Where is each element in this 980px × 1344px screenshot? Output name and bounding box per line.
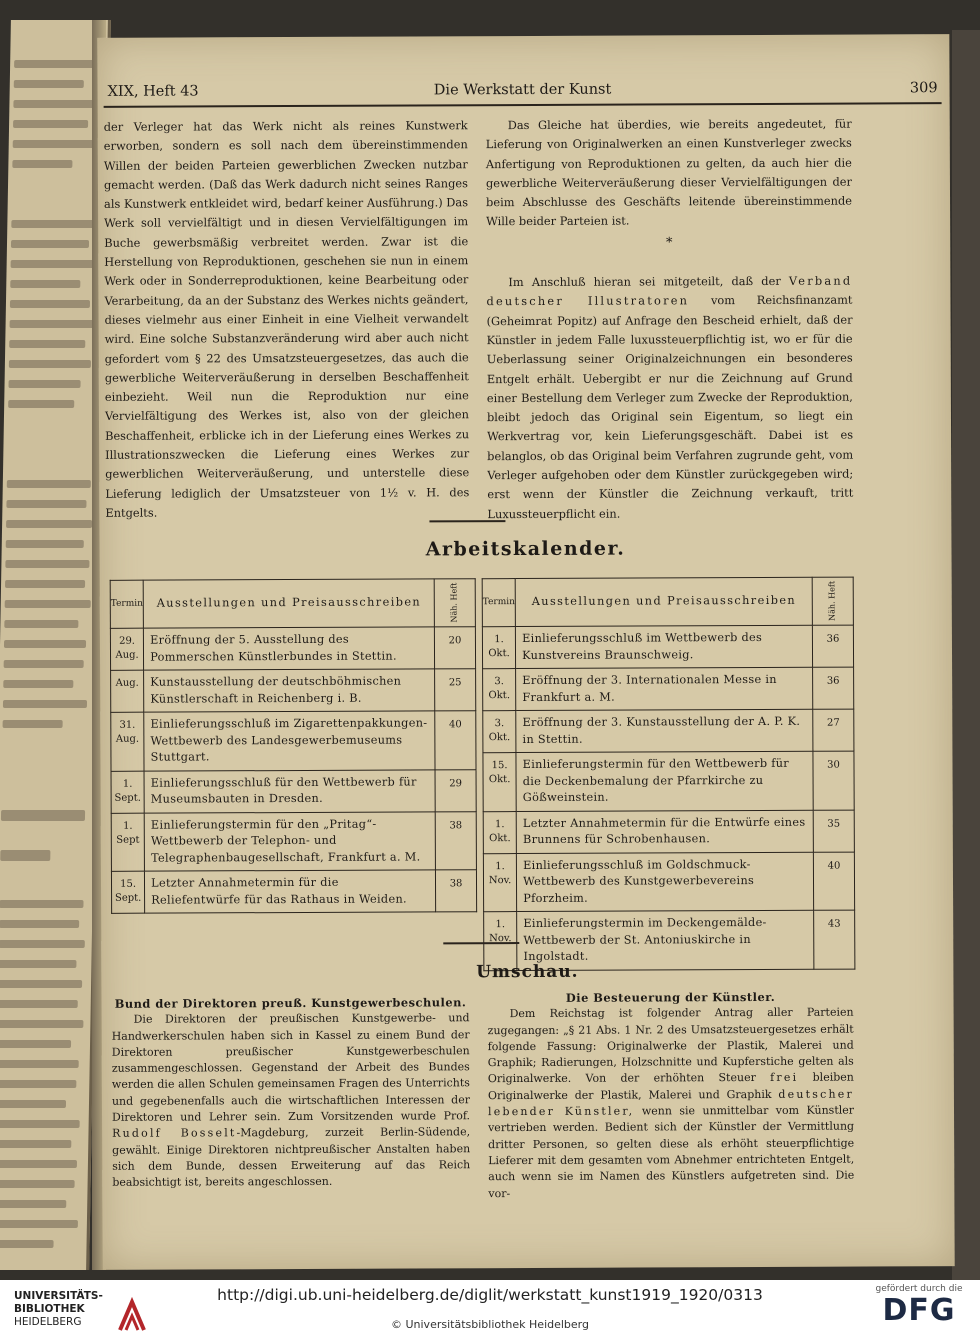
event-description: Einlieferungsschluß im Goldschmuck-Wettbewerb des Kunstgewerbevereins Pforzheim. bbox=[517, 852, 814, 912]
termin-date: 3. Okt. bbox=[483, 711, 516, 753]
termin-date: 3. Okt. bbox=[483, 669, 516, 711]
kalender-row bbox=[483, 810, 854, 854]
heft-number: 30 bbox=[813, 751, 854, 810]
heft-number: 38 bbox=[436, 870, 477, 912]
heft-number: 38 bbox=[435, 811, 476, 870]
divider-rule bbox=[443, 942, 519, 944]
right-column bbox=[486, 115, 854, 525]
copyright-notice: © Universitätsbibliothek Heidelberg bbox=[390, 1318, 589, 1331]
event-description: Eröffnung der 3. Kunstausstellung der A. P. K. in Stettin. bbox=[516, 709, 813, 752]
event-description: Einlieferungstermin für den Wettbewerb für die Deckenbemalung der Pfarrkirche zu Gößweinstein. bbox=[516, 751, 813, 811]
page-number: 309 bbox=[909, 80, 938, 97]
termin-date: 15. Okt. bbox=[483, 753, 516, 812]
umschau-left-column bbox=[111, 994, 470, 1191]
heft-number: 27 bbox=[813, 709, 854, 751]
kalender-row bbox=[111, 711, 476, 771]
kalender-row bbox=[111, 870, 476, 914]
divider-rule bbox=[429, 520, 505, 522]
termin-date: 1. Nov. bbox=[483, 853, 516, 912]
right-paragraph-2: Im Anschluß hieran sei mitgeteilt, daß der Verband deutscher Illustratoren vom Reichsfinanzamt (Geheimrat Popitz) auf Anfrage den Bescheid erhielt, daß der Künstler in jedem Falle luxussteuerpflichtig ist, wo er für die Ueberlassung seiner Originalzeichnungen ein besonderes Entgelt erhält. Uebergibt er nur die Zeichnung auf Grund einer Bestellung dem Verleger zum Zwecke der Reproduktion, bleibt jedoch das Original sein Eigentum, so liegt ein Werkvertrag vor, kein Lieferungsgeschäft. Dabei ist es belanglos, ob das Original beim Verfahren zugrunde geht, vom Verleger aufgehoben oder dem Künstler zurückgegeben wird; erst wenn der Künstler die Zeichnung verkauft, tritt Luxussteuerpflicht ein. bbox=[486, 273, 854, 521]
left-paragraph: der Verleger hat das Werk nicht als reines Kunstwerk erworben, sondern es soll nach dem übereinstimmenden Willen der beiden Parteien gewerblichen Zwecken nutzbar gemacht werden. (Daß das Werk dadurch nicht seines Ranges als Kunstwerk entkleidet wird, bedarf keiner Ausführung.) Das Werk soll vervielfältigt und in diesen Vervielfältigungen im Buche gewerbsmäßig verbreitet werden. Zwar ist die Herstellung von Reproduktionen, geschehen sie nun in einem Werk oder in Sonderreproduktionen, keine Bearbeitung oder Verarbeitung, da an der Substanz des Werkes nichts geändert, dieses vielmehr aus einer Einheit in eine Vielheit verwandelt wird. Eine solche Substanzveränderung wird aber auch nicht gefordert vom § 22 des Umsatzsteuergesetzes, das auch die gewerbliche Weiterveräußerung in derselben Beschaffenheit einbezieht. Weil nun die Reproduktion nur eine Vervielfältigung des Werkes ist, also von der gleichen Beschaffenheit, erblicke ich in der Lieferung eines Werkes zu Illustrationszwecken die Lieferung eines Werkes zur gewerblichen Weiterveräußerung, und unterstelle diese Lieferung lediglich der Umsatzsteuer von 1½ v. H. des Entgelts. bbox=[103, 118, 470, 520]
article-title-bund: Bund der Direktoren preuß. Kunstgewerbeschulen. bbox=[114, 995, 467, 1011]
event-description: Eröffnung der 3. Internationalen Messe in Frankfurt a. M. bbox=[516, 667, 813, 710]
kalender-row bbox=[483, 709, 854, 753]
termin-date: 29. Aug. bbox=[110, 628, 143, 670]
document-page bbox=[97, 34, 954, 1270]
heft-header: Näh. Heft bbox=[434, 579, 475, 627]
termin-date: 1. Nov. bbox=[484, 912, 517, 971]
event-description: Letzter Annahmetermin für die Reliefentwürfe für das Rathaus in Weiden. bbox=[145, 870, 436, 913]
termin-date: 1. Sept bbox=[111, 813, 144, 872]
termin-header: Termin bbox=[110, 580, 143, 628]
article-text-bund: Die Direktoren der preußischen Kunstgewerbe- und Handwerkerschulen haben sich in Kassel zu einem Bund der Direktoren preußischer Kunstgewerbeschulen zusammengeschlossen. Gegenstand der Arbeit des Bundes werden die allen Schulen gemeinsamen Fragen des Unterrichts und gegebenenfalls auch die wirtschaftlichen Interessen der Direktoren und Lehrer sein. Zum Vorsitzenden wurde Prof. Rudolf Bosselt-Magdeburg, zurzeit Berlin-Südende, gewählt. Einige Direktoren nichtpreußischer Anstalten haben sich dem Bunde, dessen Erweiterung auf das Reich beabsichtigt ist, bereits angeschlossen. bbox=[111, 1011, 471, 1190]
event-description: Letzter Annahmetermin für die Entwürfe eines Brunnens für Schrobenhausen. bbox=[516, 810, 813, 853]
umschau-title: Umschau. bbox=[476, 961, 579, 983]
termin-date: Aug. bbox=[111, 670, 144, 712]
ausstellungen-header: Ausstellungen und Preisausschreiben bbox=[515, 577, 812, 626]
event-description: Einlieferungstermin im Deckengemälde-Wettbewerb der St. Antoniuskirche in Ingolstadt. bbox=[517, 910, 814, 970]
library-logo[interactable]: UNIVERSITÄTS- BIBLIOTHEK HEIDELBERG bbox=[14, 1290, 174, 1336]
issue-label: XIX, Heft 43 bbox=[107, 83, 199, 100]
event-description: Einlieferungsschluß für den Wettbewerb für Museumsbauten in Dresden. bbox=[144, 769, 435, 812]
kalender-row bbox=[482, 625, 853, 669]
association-name: Verband deutscher Illustratoren bbox=[486, 273, 853, 309]
journal-title: Die Werkstatt der Kunst bbox=[433, 81, 612, 99]
heft-number: 40 bbox=[435, 711, 476, 770]
heft-number: 36 bbox=[812, 625, 853, 667]
heft-header: Näh. Heft bbox=[812, 577, 853, 625]
kalender-row bbox=[483, 852, 854, 912]
event-description: Einlieferungsschluß im Wettbewerb des Kunstvereins Braunschweig. bbox=[516, 625, 813, 668]
heft-number: 43 bbox=[814, 910, 855, 969]
termin-date: 31. Aug. bbox=[111, 712, 144, 771]
heft-number: 36 bbox=[813, 667, 854, 709]
event-description: Einlieferungsschluß im Zigarettenpakkungen-Wettbewerb des Landesgewerbemuseums Stuttgart. bbox=[144, 711, 435, 771]
kalender-row bbox=[111, 769, 476, 813]
termin-date: 15. Sept. bbox=[111, 871, 144, 913]
event-description: Kunstausstellung der deutschböhmischen Künstlerschaft in Reichenberg i. B. bbox=[144, 669, 435, 712]
kalender-row bbox=[111, 669, 476, 713]
ausstellungen-header: Ausstellungen und Preisausschreiben bbox=[143, 579, 434, 628]
section-separator: * bbox=[665, 235, 673, 251]
funding-caption: gefördert durch die bbox=[875, 1284, 963, 1294]
person-name: Rudolf Bosselt bbox=[112, 1126, 237, 1141]
event-description: Einlieferungstermin für den „Pritag“-Wettbewerb der Telephon- und Telegraphenbaugesellschaft, Frankfurt a. M. bbox=[144, 811, 435, 871]
dfg-logo[interactable]: DFG bbox=[882, 1293, 956, 1328]
kalender-row bbox=[483, 667, 854, 711]
kalender-table-left bbox=[110, 578, 477, 914]
termin-date: 1. Sept. bbox=[111, 771, 144, 813]
viewer-footer bbox=[0, 1280, 980, 1344]
termin-date: 1. Okt. bbox=[482, 627, 515, 669]
umschau-right-column bbox=[487, 989, 854, 1202]
right-paragraph-1: Das Gleiche hat überdies, wie bereits angedeutet, für Lieferung von Originalwerken an einen Kunstverleger zwecks Anfertigung von Reproduktionen zu gelten, da auch hier die gewerbliche Weiterveräußerung dieser Vervielfältigungen der beim Abschlusse des Geschäfts leitende übereinstimmende Wille beider Parteien ist. bbox=[485, 116, 853, 229]
heft-number: 20 bbox=[434, 627, 475, 669]
heft-number: 29 bbox=[435, 769, 476, 811]
termin-date: 1. Okt. bbox=[483, 811, 516, 853]
kalender-table-right bbox=[482, 577, 856, 971]
funding-block bbox=[874, 1284, 964, 1328]
heft-number: 40 bbox=[813, 852, 854, 911]
kalender-row bbox=[110, 627, 475, 671]
kalender-row bbox=[111, 811, 476, 871]
article-title-besteuerung: Die Besteuerung der Künstler. bbox=[565, 989, 776, 1005]
page-edge-shadow bbox=[952, 30, 980, 1280]
kalender-title: Arbeitskalender. bbox=[425, 537, 626, 561]
left-column bbox=[104, 116, 470, 523]
article-text-besteuerung: Dem Reichstag ist folgender Antrag aller Parteien zugegangen: „§ 21 Abs. 1 Nr. 2 des Umsatzsteuergesetzes erhält folgende Fassung: Originalwerke der Plastik, Malerei und Graphik; Radierungen, Holzschnitte und Kupferstiche gelten als Originalwerke. Von der erhöhten Steuer frei bleiben Originalwerke der Plastik, Malerei und Graphik deutscher lebender Künstler, wenn sie unmittelbar vom Künstler vertrieben werden. Bedient sich der Künstler der Vermittlung dritter Personen, so gelten diese als erhöht steuerpflichtige Lieferer mit dem gesamten vom Abnehmer entrichteten Entgelt, auch wenn sie im Namen des Künstlers aufgetreten sind. Die vor- bbox=[487, 1005, 855, 1200]
event-description: Eröffnung der 5. Ausstellung des Pommerschen Künstlerbundes in Stettin. bbox=[144, 627, 435, 670]
heft-number: 25 bbox=[435, 669, 476, 711]
heft-number: 35 bbox=[813, 810, 854, 852]
termin-header: Termin bbox=[482, 579, 515, 627]
kalender-row bbox=[483, 751, 854, 811]
source-url-link[interactable]: http://digi.ub.uni-heidelberg.de/diglit/werkstatt_kunst1919_1920/0313 bbox=[217, 1286, 763, 1304]
